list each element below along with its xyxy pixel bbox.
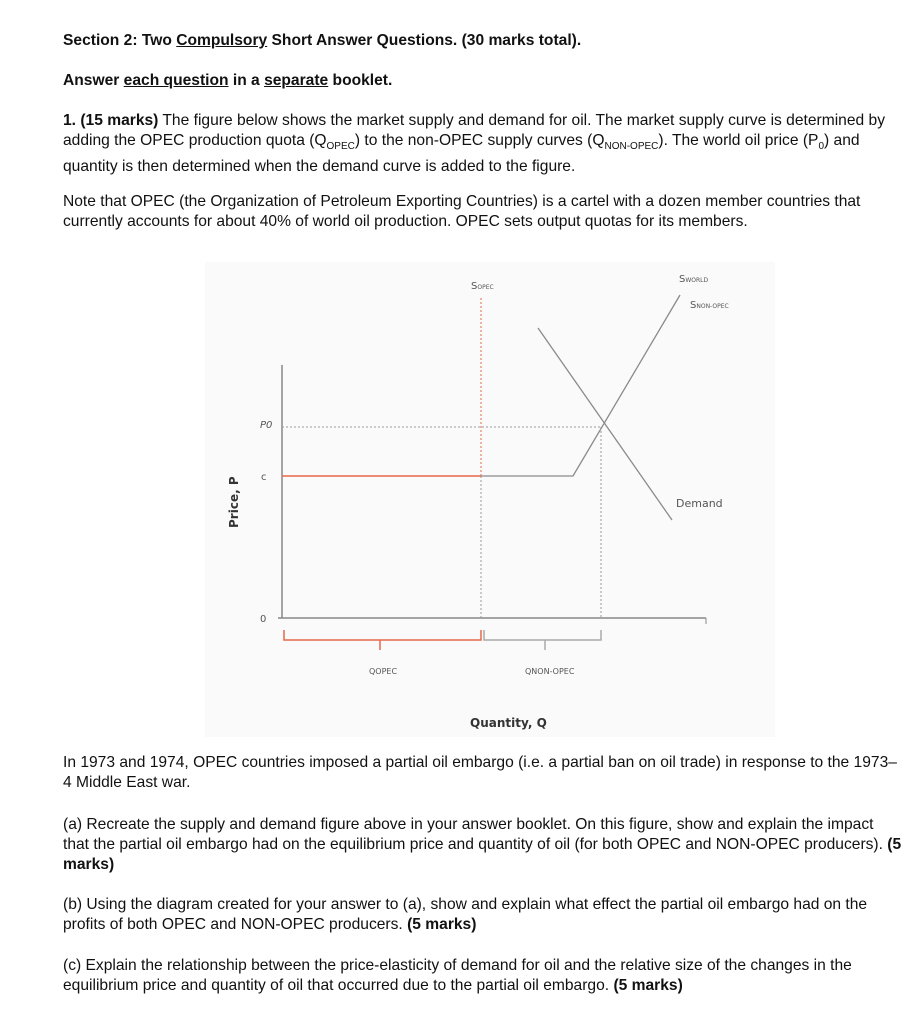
part-c (63, 956, 903, 996)
label-demand: Demand (676, 497, 723, 510)
q-opec-bracket (284, 630, 481, 640)
marks: (5 marks) (613, 977, 683, 994)
label-q-nonopec: QNON-OPEC (525, 667, 575, 676)
text: ). The world oil price (P (658, 132, 819, 149)
text: booklet. (328, 72, 393, 89)
label-q-opec: QOPEC (369, 667, 398, 676)
demand-curve (538, 328, 672, 520)
text: (a) Recreate the supply and demand figure above in your answer booklet. On this figure, show and explain the impact that the partial oil embargo had on the equilibrium price and quantity of oil (for both OPEC and NON-OPEC producers). (63, 816, 888, 853)
label-s-opec: SOPEC (471, 281, 494, 292)
tick-zero: 0 (260, 614, 267, 625)
text: (c) Explain the relationship between the price-elasticity of demand for oil and the relative size of the changes in the equilibrium price and quantity of oil that occurred due to the partial oil embargo. (63, 957, 852, 994)
text: Short Answer Questions. (30 marks total). (267, 32, 582, 49)
tick-c: c (261, 472, 267, 483)
question-number: 1. (15 marks) (63, 112, 159, 129)
section-title (63, 31, 903, 51)
x-axis-title: Quantity, Q (470, 716, 547, 730)
text: each question (123, 72, 229, 89)
question-1 (63, 111, 903, 177)
part-a (63, 815, 903, 875)
instruction (63, 71, 903, 91)
text: ) to the non-OPEC supply curves (Q (354, 132, 605, 149)
marks: (5 marks) (407, 916, 477, 933)
text: 0 (818, 141, 824, 153)
text: Section 2: Two (63, 32, 177, 49)
context-paragraph: In 1973 and 1974, OPEC countries imposed a partial oil embargo (i.e. a partial ban on oil trade) in response to the 1973–4 Middle East war. (63, 754, 897, 791)
y-axis-title: Price, P (227, 476, 241, 528)
text: The figure below shows the market supply and demand for oil. The market supply curve is determined by adding the OPEC production quota (Q (63, 112, 885, 149)
note: Note that OPEC (the Organization of Petroleum Exporting Countries) is a cartel with a dozen member countries that currently accounts for about 40% of world oil production. OPEC sets output quotas for its members. (63, 193, 861, 230)
text: Compulsory (176, 32, 268, 49)
text: (b) Using the diagram created for your answer to (a), show and explain what effect the partial oil embargo had on the profits of both OPEC and NON-OPEC producers. (63, 896, 868, 933)
text: NON-OPEC (604, 141, 659, 153)
tick-p0: P0 (260, 420, 273, 431)
label-s-world: SWORLD (679, 274, 709, 285)
text: in a (228, 72, 265, 89)
marks: (5 marks) (63, 836, 902, 873)
q-nonopec-bracket (484, 630, 601, 640)
part-b (63, 895, 903, 935)
supply-demand-figure (205, 262, 775, 737)
text: OPEC (326, 141, 355, 153)
s-world-curve (481, 295, 680, 476)
text: Answer (63, 72, 124, 89)
text: separate (264, 72, 329, 89)
text: ) and quantity is then determined when the demand curve is added to the figure. (63, 132, 860, 176)
label-s-nonopec: SNON-OPEC (690, 300, 729, 311)
